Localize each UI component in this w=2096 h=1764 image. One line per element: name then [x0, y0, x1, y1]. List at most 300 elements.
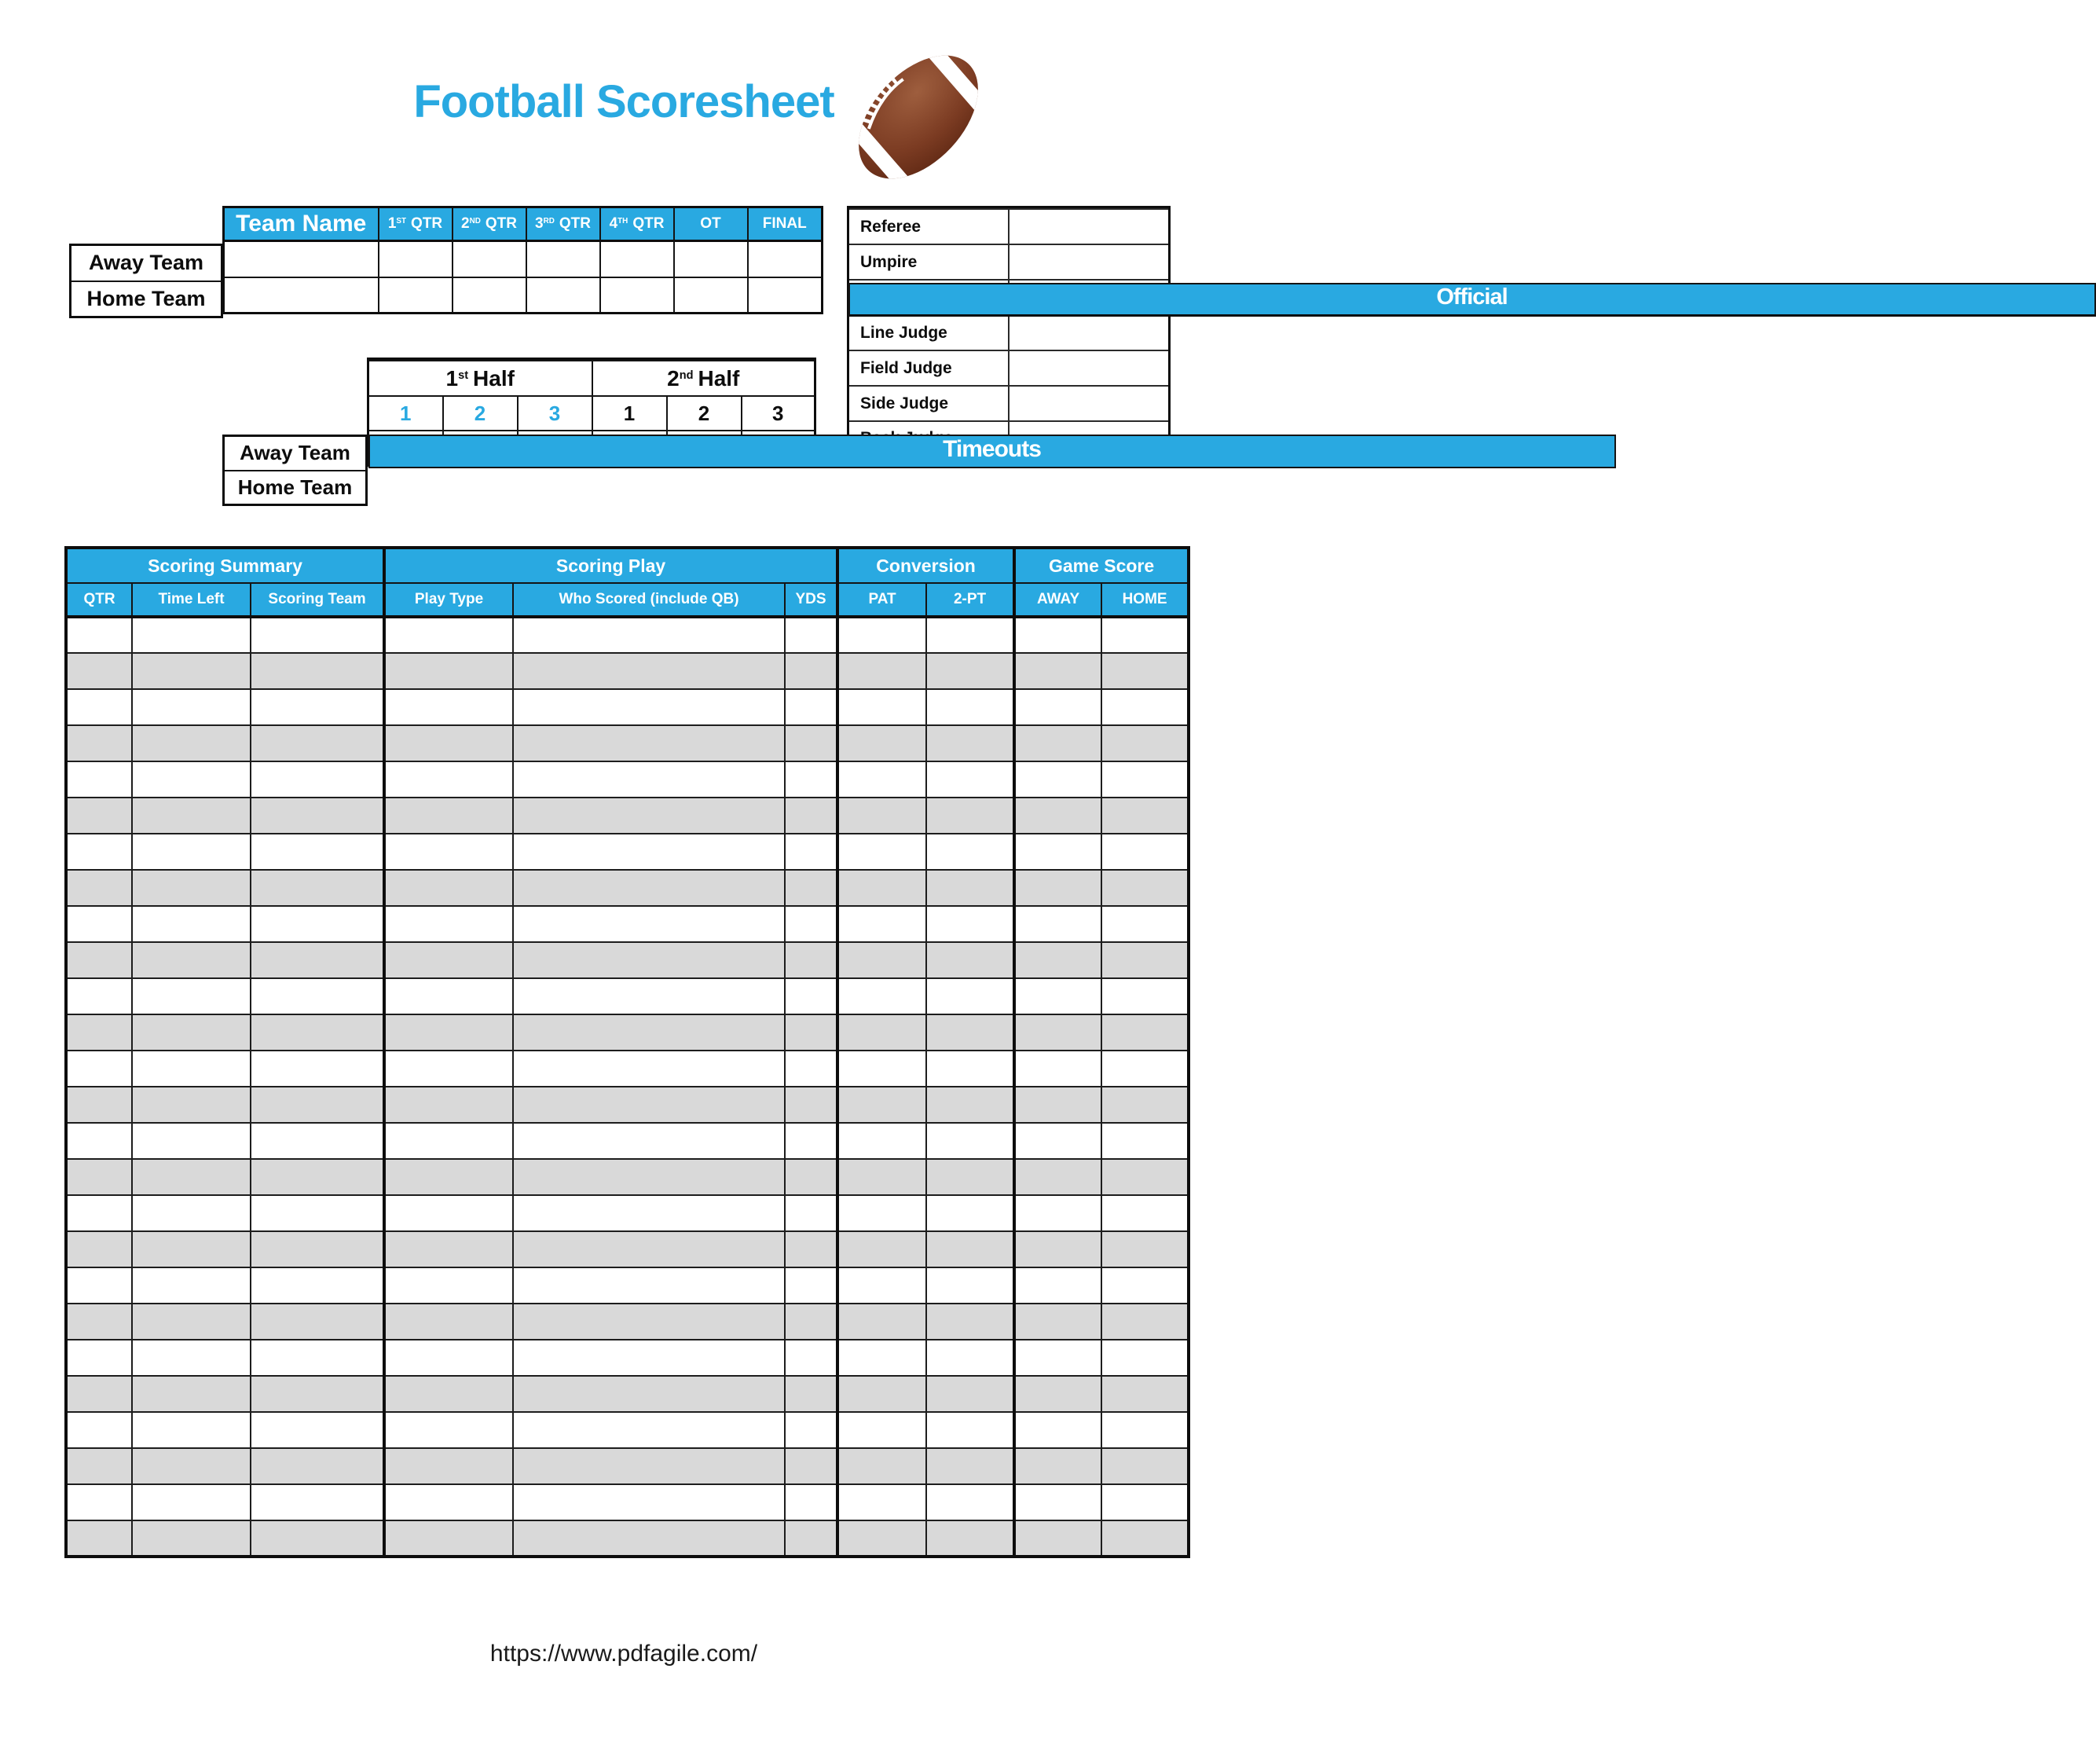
scoring-cell[interactable] — [132, 1159, 251, 1195]
scoring-cell[interactable] — [384, 834, 513, 870]
scoring-cell[interactable] — [837, 906, 926, 942]
scoring-cell[interactable] — [1014, 689, 1101, 725]
scoring-cell[interactable] — [1014, 617, 1101, 653]
scoring-cell[interactable] — [384, 1376, 513, 1412]
scoring-cell[interactable] — [384, 978, 513, 1014]
scoring-cell[interactable] — [837, 1014, 926, 1051]
scoring-cell[interactable] — [251, 1267, 384, 1304]
scoring-summary-group-header: Scoring Summary — [66, 548, 384, 583]
scoring-cell[interactable] — [132, 834, 251, 870]
scoring-cell[interactable] — [66, 1267, 132, 1304]
scoring-cell[interactable] — [132, 906, 251, 942]
scoring-cell[interactable] — [66, 761, 132, 798]
scoring-cell[interactable] — [785, 725, 837, 761]
scoring-cell[interactable] — [926, 1159, 1014, 1195]
scoring-cell[interactable] — [132, 1520, 251, 1557]
page-title: Football Scoresheet — [413, 76, 834, 127]
scoring-cell[interactable] — [384, 870, 513, 906]
scoring-cell[interactable] — [132, 1051, 251, 1087]
scoring-cell[interactable] — [1014, 834, 1101, 870]
scoring-cell[interactable] — [513, 798, 785, 834]
scoring-cell[interactable] — [1101, 1087, 1189, 1123]
scoring-cell[interactable] — [1101, 1267, 1189, 1304]
scoring-cell[interactable] — [513, 1123, 785, 1159]
scoring-cell[interactable] — [785, 1014, 837, 1051]
scoring-cell[interactable] — [785, 1376, 837, 1412]
scoring-row — [66, 653, 1189, 689]
yds-column-header: YDS — [785, 583, 837, 617]
scoring-cell[interactable] — [785, 1195, 837, 1231]
scoring-cell[interactable] — [132, 725, 251, 761]
scoring-cell[interactable] — [926, 1484, 1014, 1520]
scoring-cell[interactable] — [837, 1520, 926, 1557]
scoring-cell[interactable] — [1101, 834, 1189, 870]
scoring-cell[interactable] — [926, 870, 1014, 906]
scoring-cell[interactable] — [785, 834, 837, 870]
scoring-cell[interactable] — [384, 1087, 513, 1123]
scoring-cell[interactable] — [837, 1304, 926, 1340]
scoring-cell[interactable] — [1014, 1520, 1101, 1557]
line-judge-name-cell[interactable] — [1009, 315, 1170, 350]
scoring-cell[interactable] — [1101, 689, 1189, 725]
scoring-cell[interactable] — [513, 689, 785, 725]
scoring-cell[interactable] — [66, 798, 132, 834]
scoring-cell[interactable] — [926, 1520, 1014, 1557]
side-judge-name-cell[interactable] — [1009, 386, 1170, 421]
scoring-cell[interactable] — [513, 1195, 785, 1231]
scoring-cell[interactable] — [1014, 1123, 1101, 1159]
scoring-cell[interactable] — [384, 798, 513, 834]
scoring-cell[interactable] — [785, 1159, 837, 1195]
scoring-cell[interactable] — [66, 1195, 132, 1231]
scoring-cell[interactable] — [132, 1340, 251, 1376]
scoring-cell[interactable] — [926, 725, 1014, 761]
scoring-cell[interactable] — [251, 1412, 384, 1448]
scoring-cell[interactable] — [837, 1123, 926, 1159]
scoring-cell[interactable] — [132, 761, 251, 798]
scoring-row — [66, 1304, 1189, 1340]
scoring-cell[interactable] — [251, 942, 384, 978]
scoring-cell[interactable] — [1101, 978, 1189, 1014]
scoring-cell[interactable] — [132, 617, 251, 653]
scoring-cell[interactable] — [926, 761, 1014, 798]
scoring-cell[interactable] — [384, 1304, 513, 1340]
scoring-cell[interactable] — [1101, 942, 1189, 978]
scoring-cell[interactable] — [785, 617, 837, 653]
away-qtr-score-cell[interactable] — [379, 241, 453, 277]
time-left-column-header: Time Left — [132, 583, 251, 617]
away-team-name-cell[interactable] — [224, 241, 379, 277]
scoring-cell[interactable] — [513, 617, 785, 653]
scoring-cell[interactable] — [513, 1484, 785, 1520]
scoring-cell[interactable] — [132, 978, 251, 1014]
scoring-cell[interactable] — [66, 689, 132, 725]
scoring-cell[interactable] — [66, 1159, 132, 1195]
scoring-cell[interactable] — [785, 906, 837, 942]
scoring-cell[interactable] — [384, 1051, 513, 1087]
scoring-cell[interactable] — [384, 942, 513, 978]
scoring-cell[interactable] — [513, 1448, 785, 1484]
scoring-cell[interactable] — [251, 906, 384, 942]
scoring-cell[interactable] — [384, 761, 513, 798]
scoring-cell[interactable] — [66, 942, 132, 978]
scoring-cell[interactable] — [513, 1340, 785, 1376]
scoring-cell[interactable] — [251, 1304, 384, 1340]
scoring-cell[interactable] — [513, 725, 785, 761]
scoring-cell[interactable] — [66, 1412, 132, 1448]
timeouts-away-label: Away Team — [224, 436, 367, 471]
scoring-cell[interactable] — [1014, 906, 1101, 942]
away-final-score-cell[interactable] — [748, 241, 823, 277]
scoring-cell[interactable] — [785, 942, 837, 978]
scoring-cell[interactable] — [513, 1267, 785, 1304]
scoring-cell[interactable] — [785, 1267, 837, 1304]
scoring-cell[interactable] — [1014, 1340, 1101, 1376]
scoring-cell[interactable] — [132, 653, 251, 689]
scoring-cell[interactable] — [251, 761, 384, 798]
scoring-cell[interactable] — [251, 1014, 384, 1051]
home-qtr-score-cell[interactable] — [526, 277, 600, 314]
scoring-cell[interactable] — [785, 870, 837, 906]
away-qtr-score-cell[interactable] — [453, 241, 526, 277]
scoring-cell[interactable] — [1014, 1195, 1101, 1231]
scoring-cell[interactable] — [1101, 1051, 1189, 1087]
scoring-cell[interactable] — [66, 1448, 132, 1484]
scoring-cell[interactable] — [384, 1159, 513, 1195]
scoring-cell[interactable] — [132, 1304, 251, 1340]
scoring-cell[interactable] — [384, 1014, 513, 1051]
scoring-cell[interactable] — [513, 1412, 785, 1448]
scoring-cell[interactable] — [66, 978, 132, 1014]
scoring-cell[interactable] — [1101, 906, 1189, 942]
scoring-cell[interactable] — [132, 1484, 251, 1520]
scoring-cell[interactable] — [513, 1051, 785, 1087]
scoring-row — [66, 1412, 1189, 1448]
scoring-cell[interactable] — [1101, 1340, 1189, 1376]
scoring-cell[interactable] — [251, 834, 384, 870]
scoring-cell[interactable] — [926, 1448, 1014, 1484]
scoring-cell[interactable] — [132, 798, 251, 834]
scoring-cell[interactable] — [513, 870, 785, 906]
scoring-row — [66, 1159, 1189, 1195]
scoring-cell[interactable] — [251, 870, 384, 906]
scoring-cell[interactable] — [384, 689, 513, 725]
scoring-cell[interactable] — [251, 1376, 384, 1412]
scoring-cell[interactable] — [926, 1123, 1014, 1159]
scoring-cell[interactable] — [66, 1123, 132, 1159]
scoring-cell[interactable] — [1101, 1304, 1189, 1340]
scoring-cell[interactable] — [513, 906, 785, 942]
scoring-cell[interactable] — [1014, 1484, 1101, 1520]
scoring-cell[interactable] — [1014, 1087, 1101, 1123]
scoring-cell[interactable] — [513, 1376, 785, 1412]
scoring-cell[interactable] — [132, 689, 251, 725]
scoring-cell[interactable] — [1014, 1376, 1101, 1412]
scoring-cell[interactable] — [1101, 725, 1189, 761]
scoring-cell[interactable] — [513, 1304, 785, 1340]
scoring-cell[interactable] — [1101, 1195, 1189, 1231]
scoring-cell[interactable] — [837, 1159, 926, 1195]
scoring-cell[interactable] — [1014, 1448, 1101, 1484]
scoring-cell[interactable] — [66, 1304, 132, 1340]
scoring-cell[interactable] — [926, 906, 1014, 942]
scoring-cell[interactable] — [384, 1484, 513, 1520]
scoring-cell[interactable] — [1101, 1014, 1189, 1051]
scoring-cell[interactable] — [926, 653, 1014, 689]
scoring-cell[interactable] — [513, 978, 785, 1014]
scoring-cell[interactable] — [66, 1340, 132, 1376]
scoring-cell[interactable] — [1014, 1231, 1101, 1267]
scoring-cell[interactable] — [837, 1484, 926, 1520]
scoring-cell[interactable] — [66, 725, 132, 761]
scoring-cell[interactable] — [384, 1340, 513, 1376]
scoring-cell[interactable] — [384, 1231, 513, 1267]
home-team-name-cell[interactable] — [224, 277, 379, 314]
scoring-cell[interactable] — [1101, 1448, 1189, 1484]
scoring-cell[interactable] — [1101, 761, 1189, 798]
scoring-cell[interactable] — [837, 1195, 926, 1231]
scoring-cell[interactable] — [785, 798, 837, 834]
scoring-cell[interactable] — [1101, 1412, 1189, 1448]
away-timeout-1h-3[interactable]: 3 — [518, 396, 592, 431]
scoring-cell[interactable] — [251, 978, 384, 1014]
scoring-cell[interactable] — [785, 1087, 837, 1123]
scoring-cell[interactable] — [513, 1231, 785, 1267]
scoring-cell[interactable] — [66, 906, 132, 942]
scoring-cell[interactable] — [1101, 1520, 1189, 1557]
scoring-cell[interactable] — [384, 1267, 513, 1304]
scoring-cell[interactable] — [926, 834, 1014, 870]
scoring-cell[interactable] — [66, 1087, 132, 1123]
scoring-cell[interactable] — [785, 1051, 837, 1087]
scoring-cell[interactable] — [837, 1376, 926, 1412]
scoring-cell[interactable] — [926, 1267, 1014, 1304]
scoring-cell[interactable] — [1014, 1267, 1101, 1304]
scoring-cell[interactable] — [1101, 1159, 1189, 1195]
scoring-cell[interactable] — [837, 1340, 926, 1376]
scoring-cell[interactable] — [926, 1340, 1014, 1376]
scoring-cell[interactable] — [1101, 1376, 1189, 1412]
scoring-cell[interactable] — [926, 798, 1014, 834]
scoring-cell[interactable] — [1014, 1412, 1101, 1448]
scoring-cell[interactable] — [1101, 1484, 1189, 1520]
scoring-cell[interactable] — [837, 689, 926, 725]
scoring-row — [66, 1448, 1189, 1484]
scoring-cell[interactable] — [785, 653, 837, 689]
scoring-cell[interactable] — [132, 1014, 251, 1051]
scoring-cell[interactable] — [384, 617, 513, 653]
scoring-cell[interactable] — [66, 1014, 132, 1051]
scoring-cell[interactable] — [1014, 1159, 1101, 1195]
scoring-cell[interactable] — [513, 1087, 785, 1123]
scoring-cell[interactable] — [837, 978, 926, 1014]
scoring-cell[interactable] — [837, 1448, 926, 1484]
scoring-cell[interactable] — [837, 942, 926, 978]
scoring-cell[interactable] — [926, 1014, 1014, 1051]
scoring-cell[interactable] — [1101, 798, 1189, 834]
scoring-cell[interactable] — [384, 1448, 513, 1484]
scoring-cell[interactable] — [837, 798, 926, 834]
scoring-cell[interactable] — [132, 1412, 251, 1448]
scoring-cell[interactable] — [513, 1520, 785, 1557]
scoring-cell[interactable] — [1014, 978, 1101, 1014]
scoring-cell[interactable] — [251, 689, 384, 725]
away-timeout-2h-2[interactable]: 2 — [667, 396, 742, 431]
scoring-cell[interactable] — [384, 725, 513, 761]
scoring-cell[interactable] — [513, 761, 785, 798]
scoring-cell[interactable] — [1014, 761, 1101, 798]
scoring-cell[interactable] — [66, 617, 132, 653]
scoring-cell[interactable] — [926, 617, 1014, 653]
scoring-cell[interactable] — [785, 689, 837, 725]
away-qtr-score-cell[interactable] — [526, 241, 600, 277]
scoring-cell[interactable] — [251, 798, 384, 834]
scoring-cell[interactable] — [1101, 653, 1189, 689]
scoring-cell[interactable] — [837, 725, 926, 761]
scoring-cell[interactable] — [1014, 653, 1101, 689]
scoring-cell[interactable] — [837, 1051, 926, 1087]
scoring-cell[interactable] — [1014, 798, 1101, 834]
scoring-cell[interactable] — [926, 689, 1014, 725]
scoring-cell[interactable] — [926, 1412, 1014, 1448]
scoring-cell[interactable] — [1101, 617, 1189, 653]
scoring-cell[interactable] — [132, 1195, 251, 1231]
scoring-cell[interactable] — [837, 617, 926, 653]
scoring-cell[interactable] — [837, 1412, 926, 1448]
scoring-cell[interactable] — [251, 1448, 384, 1484]
away-timeout-2h-1[interactable]: 1 — [592, 396, 667, 431]
scoring-cell[interactable] — [66, 834, 132, 870]
scoring-cell[interactable] — [66, 1051, 132, 1087]
scoring-cell[interactable] — [251, 1123, 384, 1159]
scoring-cell[interactable] — [384, 1195, 513, 1231]
scoring-cell[interactable] — [785, 978, 837, 1014]
scoring-cell[interactable] — [66, 653, 132, 689]
scoring-cell[interactable] — [785, 761, 837, 798]
scoring-cell[interactable] — [132, 870, 251, 906]
scoring-cell[interactable] — [1014, 1304, 1101, 1340]
scoring-cell[interactable] — [785, 1304, 837, 1340]
scoring-cell[interactable] — [66, 1376, 132, 1412]
scoring-cell[interactable] — [513, 653, 785, 689]
scoring-cell[interactable] — [66, 1520, 132, 1557]
referee-name-cell[interactable] — [1009, 209, 1170, 244]
home-qtr-score-cell[interactable] — [453, 277, 526, 314]
scoring-cell[interactable] — [926, 1087, 1014, 1123]
scoring-cell[interactable] — [926, 1195, 1014, 1231]
home-ot-score-cell[interactable] — [674, 277, 748, 314]
scoring-cell[interactable] — [66, 1231, 132, 1267]
scoring-cell[interactable] — [251, 1484, 384, 1520]
scoring-cell[interactable] — [1101, 870, 1189, 906]
scoring-cell[interactable] — [1014, 725, 1101, 761]
scoring-cell[interactable] — [1014, 942, 1101, 978]
scoring-cell[interactable] — [251, 1195, 384, 1231]
scoring-cell[interactable] — [785, 1448, 837, 1484]
scoring-cell[interactable] — [384, 1520, 513, 1557]
scoring-cell[interactable] — [926, 1376, 1014, 1412]
scoring-cell[interactable] — [513, 834, 785, 870]
scoring-cell[interactable] — [1014, 1014, 1101, 1051]
scoring-cell[interactable] — [785, 1412, 837, 1448]
scoring-cell[interactable] — [132, 1231, 251, 1267]
home-qtr-score-cell[interactable] — [379, 277, 453, 314]
scoring-cell[interactable] — [837, 761, 926, 798]
away-timeout-1h-1[interactable]: 1 — [368, 396, 443, 431]
scoring-cell[interactable] — [132, 1448, 251, 1484]
umpire-name-cell[interactable] — [1009, 244, 1170, 280]
away-qtr-score-cell[interactable] — [600, 241, 674, 277]
scoring-cell[interactable] — [251, 1087, 384, 1123]
scoring-cell[interactable] — [132, 1267, 251, 1304]
scoring-cell[interactable] — [251, 1231, 384, 1267]
scoring-cell[interactable] — [1101, 1231, 1189, 1267]
scoring-cell[interactable] — [837, 834, 926, 870]
scoring-cell[interactable] — [384, 653, 513, 689]
scoring-cell[interactable] — [132, 1087, 251, 1123]
scoring-cell[interactable] — [251, 1159, 384, 1195]
scoring-cell[interactable] — [66, 1484, 132, 1520]
scoring-cell[interactable] — [251, 617, 384, 653]
away-timeout-1h-2[interactable]: 2 — [443, 396, 518, 431]
scoring-cell[interactable] — [513, 1014, 785, 1051]
scoring-cell[interactable] — [926, 1051, 1014, 1087]
scoring-cell[interactable] — [837, 1231, 926, 1267]
scoring-cell[interactable] — [926, 942, 1014, 978]
home-final-score-cell[interactable] — [748, 277, 823, 314]
scoring-cell[interactable] — [513, 942, 785, 978]
scoring-cell[interactable] — [132, 1376, 251, 1412]
scoring-cell[interactable] — [251, 725, 384, 761]
away-ot-score-cell[interactable] — [674, 241, 748, 277]
scoring-cell[interactable] — [926, 1231, 1014, 1267]
scoring-cell[interactable] — [251, 1051, 384, 1087]
scoring-cell[interactable] — [132, 942, 251, 978]
scoring-cell[interactable] — [837, 870, 926, 906]
scoring-cell[interactable] — [1014, 870, 1101, 906]
scoring-cell[interactable] — [66, 870, 132, 906]
scoring-cell[interactable] — [132, 1123, 251, 1159]
scoring-cell[interactable] — [837, 1267, 926, 1304]
home-qtr-score-cell[interactable] — [600, 277, 674, 314]
scoring-cell[interactable] — [837, 1087, 926, 1123]
final-header: FINAL — [748, 207, 823, 241]
scoring-cell[interactable] — [251, 653, 384, 689]
scoring-cell[interactable] — [926, 1304, 1014, 1340]
scoring-cell[interactable] — [251, 1520, 384, 1557]
scoring-cell[interactable] — [837, 653, 926, 689]
scoring-cell[interactable] — [384, 1123, 513, 1159]
scoring-cell[interactable] — [384, 906, 513, 942]
scoring-cell[interactable] — [384, 1412, 513, 1448]
footer-link[interactable]: https://www.pdfagile.com/ — [489, 1641, 758, 1667]
field-judge-name-cell[interactable] — [1009, 350, 1170, 386]
scoring-cell[interactable] — [785, 1340, 837, 1376]
scoring-row — [66, 834, 1189, 870]
side-judge-label: Side Judge — [848, 386, 1010, 421]
scoring-cell[interactable] — [926, 978, 1014, 1014]
scoring-cell[interactable] — [785, 1520, 837, 1557]
away-timeout-2h-3[interactable]: 3 — [742, 396, 815, 431]
scoring-cell[interactable] — [785, 1484, 837, 1520]
scoring-cell[interactable] — [251, 1340, 384, 1376]
scoring-cell[interactable] — [785, 1231, 837, 1267]
scoring-cell[interactable] — [1014, 1051, 1101, 1087]
scoring-cell[interactable] — [785, 1123, 837, 1159]
scoring-cell[interactable] — [1101, 1123, 1189, 1159]
scoring-cell[interactable] — [513, 1159, 785, 1195]
referee-label: Referee — [848, 209, 1010, 244]
